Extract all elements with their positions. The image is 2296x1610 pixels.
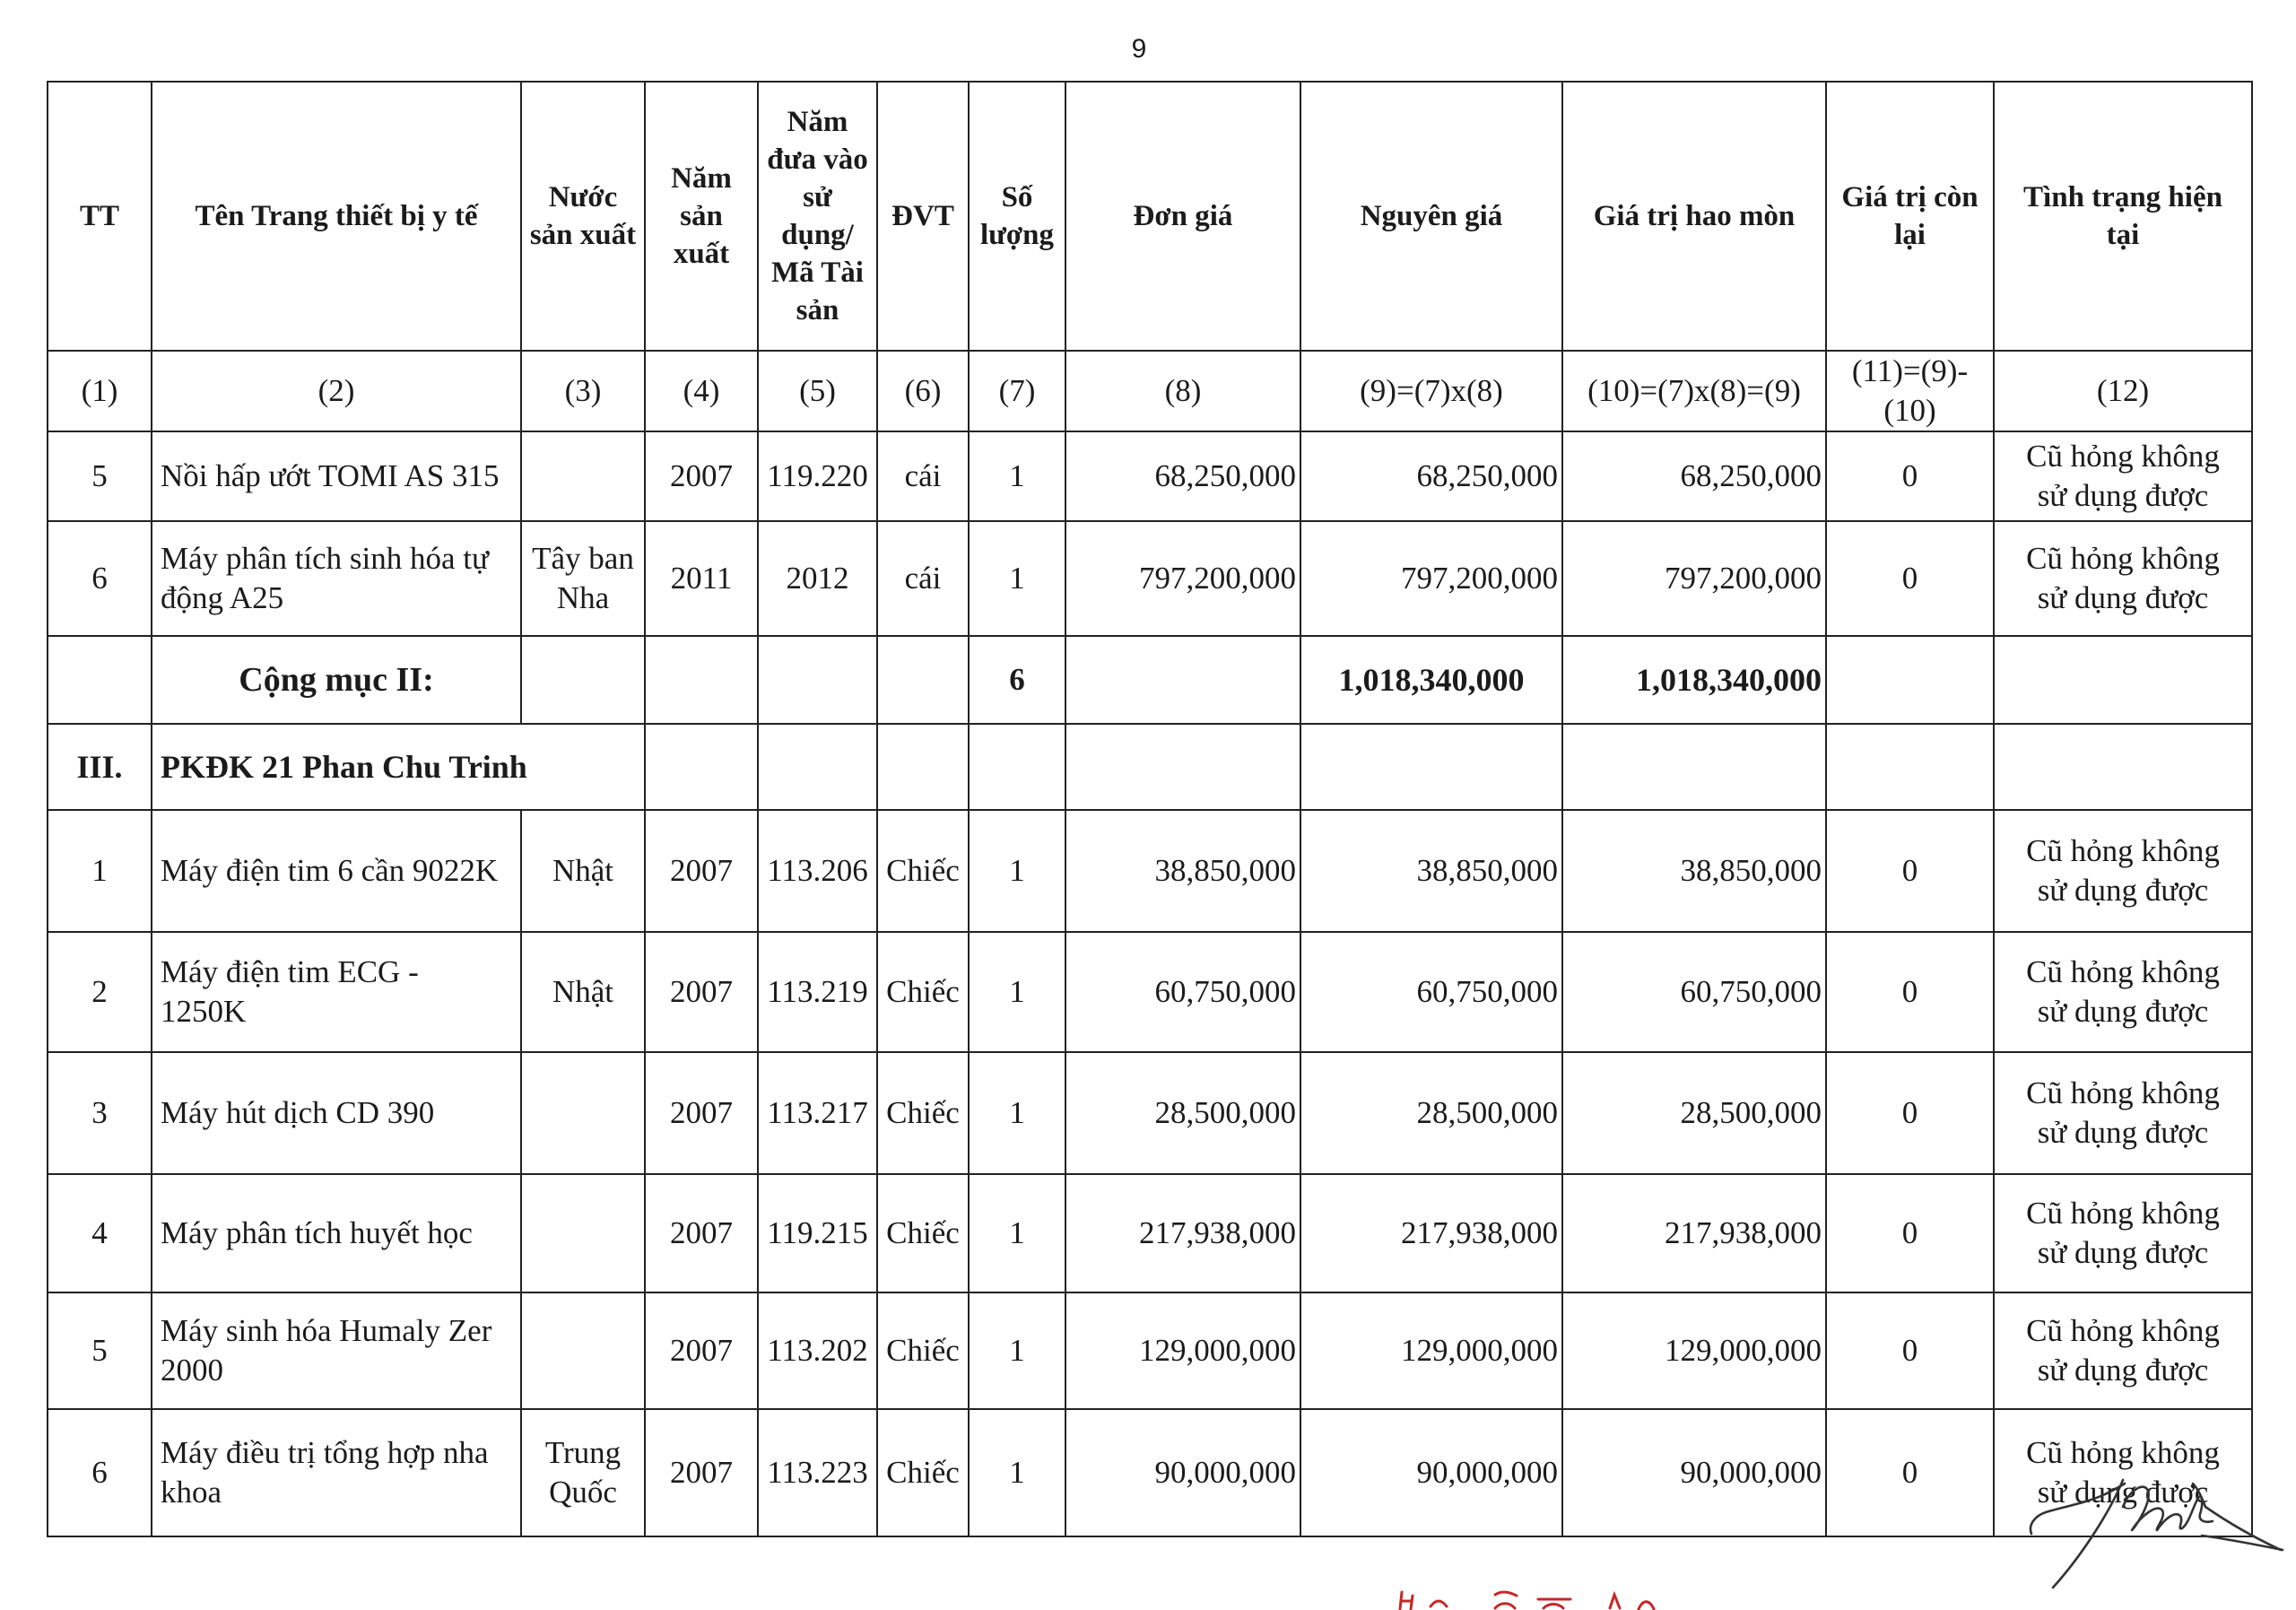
cell-unit-price: 28,500,000 <box>1065 1052 1300 1174</box>
header-year-used-asset-code: Năm đưa vào sử dụng/ Mã Tài sản <box>758 82 877 351</box>
cell-unit-price <box>1065 724 1300 810</box>
section-total-quantity: 6 <box>969 636 1065 724</box>
cell-tt: 4 <box>48 1174 152 1292</box>
cell-asset-code <box>758 724 877 810</box>
cell-year-made: 2007 <box>645 932 758 1052</box>
cell-year-made: 2007 <box>645 1174 758 1292</box>
cell-status: Cũ hỏng không sử dụng được <box>1994 1174 2252 1292</box>
section-title: PKĐK 21 Phan Chu Trinh <box>152 724 645 810</box>
cell-unit: Chiếc <box>877 1174 969 1292</box>
cell-asset-code: 113.223 <box>758 1409 877 1536</box>
table-row <box>48 1292 2252 1409</box>
table-row <box>48 932 2252 1052</box>
column-number: (10)=(7)x(8)=(9) <box>1562 351 1826 431</box>
cell-asset-code: 113.206 <box>758 810 877 932</box>
cell-equipment-name: Máy phân tích sinh hóa tự động A25 <box>152 521 521 636</box>
section-total-depreciation: 1,018,340,000 <box>1562 636 1826 724</box>
column-number: (3) <box>521 351 645 431</box>
cell-remaining-value: 0 <box>1826 1409 1994 1536</box>
cell-tt: 2 <box>48 932 152 1052</box>
cell-tt: 6 <box>48 1409 152 1536</box>
cell-quantity: 1 <box>969 431 1065 521</box>
cell-remaining-value: 0 <box>1826 1174 1994 1292</box>
cell-status <box>1994 636 2252 724</box>
equipment-inventory-table <box>47 81 2253 1537</box>
cell-unit-price: 68,250,000 <box>1065 431 1300 521</box>
header-unit-price: Đơn giá <box>1065 82 1300 351</box>
cell-unit: cái <box>877 521 969 636</box>
cell-unit-price: 129,000,000 <box>1065 1292 1300 1409</box>
cell-asset-code: 113.219 <box>758 932 877 1052</box>
header-quantity: Số lượng <box>969 82 1065 351</box>
column-number: (12) <box>1994 351 2252 431</box>
cell-status: Cũ hỏng không sử dụng được <box>1994 1409 2252 1536</box>
cell-quantity: 1 <box>969 1409 1065 1536</box>
cell-depreciation: 90,000,000 <box>1562 1409 1826 1536</box>
cell-asset-code: 119.215 <box>758 1174 877 1292</box>
cell-depreciation <box>1562 724 1826 810</box>
cell-asset-code <box>758 636 877 724</box>
cell-remaining-value: 0 <box>1826 810 1994 932</box>
column-number: (1) <box>48 351 152 431</box>
cell-unit: Chiếc <box>877 810 969 932</box>
column-number: (8) <box>1065 351 1300 431</box>
cell-remaining-value: 0 <box>1826 1292 1994 1409</box>
cell-quantity: 1 <box>969 810 1065 932</box>
section-total-original-value: 1,018,340,000 <box>1300 636 1562 724</box>
column-number: (11)=(9)-(10) <box>1826 351 1994 431</box>
cell-status <box>1994 724 2252 810</box>
column-number: (9)=(7)x(8) <box>1300 351 1562 431</box>
table-row <box>48 1409 2252 1536</box>
cell-status: Cũ hỏng không sử dụng được <box>1994 431 2252 521</box>
cell-asset-code: 2012 <box>758 521 877 636</box>
cell-asset-code: 119.220 <box>758 431 877 521</box>
cell-equipment-name: Máy sinh hóa Humaly Zer 2000 <box>152 1292 521 1409</box>
cell-asset-code: 113.202 <box>758 1292 877 1409</box>
cell-depreciation: 38,850,000 <box>1562 810 1826 932</box>
cell-remaining-value: 0 <box>1826 1052 1994 1174</box>
cell-depreciation: 60,750,000 <box>1562 932 1826 1052</box>
cell-remaining-value <box>1826 724 1994 810</box>
cell-equipment-name: Máy điện tim 6 cần 9022K <box>152 810 521 932</box>
cell-quantity: 1 <box>969 932 1065 1052</box>
cell-unit <box>877 724 969 810</box>
cell-quantity: 1 <box>969 521 1065 636</box>
cell-equipment-name: Máy điều trị tổng hợp nha khoa <box>152 1409 521 1536</box>
cell-original-value: 129,000,000 <box>1300 1292 1562 1409</box>
header-equipment-name: Tên Trang thiết bị y tế <box>152 82 521 351</box>
cell-original-value: 60,750,000 <box>1300 932 1562 1052</box>
cell-original-value: 217,938,000 <box>1300 1174 1562 1292</box>
header-country: Nước sản xuất <box>521 82 645 351</box>
cell-status: Cũ hỏng không sử dụng được <box>1994 1292 2252 1409</box>
header-row <box>48 82 2252 351</box>
cell-tt: 5 <box>48 431 152 521</box>
cell-country: Nhật <box>521 810 645 932</box>
cell-depreciation: 68,250,000 <box>1562 431 1826 521</box>
cell-unit: cái <box>877 431 969 521</box>
cell-equipment-name: Nồi hấp ướt TOMI AS 315 <box>152 431 521 521</box>
cell-status: Cũ hỏng không sử dụng được <box>1994 810 2252 932</box>
cell-depreciation: 797,200,000 <box>1562 521 1826 636</box>
cell-asset-code: 113.217 <box>758 1052 877 1174</box>
header-unit: ĐVT <box>877 82 969 351</box>
section-total-row <box>48 636 2252 724</box>
cell-tt: 6 <box>48 521 152 636</box>
column-number: (4) <box>645 351 758 431</box>
cell-unit: Chiếc <box>877 1052 969 1174</box>
cell-year-made <box>645 724 758 810</box>
header-remaining-value: Giá trị còn lại <box>1826 82 1994 351</box>
column-number-row <box>48 351 2252 431</box>
cell-equipment-name: Máy phân tích huyết học <box>152 1174 521 1292</box>
header-status: Tình trạng hiện tại <box>1994 82 2252 351</box>
cell-equipment-name: Máy hút dịch CD 390 <box>152 1052 521 1174</box>
table-row <box>48 1052 2252 1174</box>
column-number: (5) <box>758 351 877 431</box>
cell-country <box>521 1292 645 1409</box>
cell-country: Nhật <box>521 932 645 1052</box>
cell-remaining-value: 0 <box>1826 431 1994 521</box>
cell-original-value: 38,850,000 <box>1300 810 1562 932</box>
cell-unit: Chiếc <box>877 1292 969 1409</box>
cell-year-made: 2007 <box>645 431 758 521</box>
cell-remaining-value: 0 <box>1826 521 1994 636</box>
cell-unit-price: 797,200,000 <box>1065 521 1300 636</box>
red-ink-mark <box>1395 1588 1682 1610</box>
table-row <box>48 521 2252 636</box>
cell-unit <box>877 636 969 724</box>
cell-country <box>521 431 645 521</box>
cell-status: Cũ hỏng không sử dụng được <box>1994 932 2252 1052</box>
cell-country <box>521 1174 645 1292</box>
column-number: (7) <box>969 351 1065 431</box>
cell-unit-price <box>1065 636 1300 724</box>
cell-depreciation: 28,500,000 <box>1562 1052 1826 1174</box>
header-depreciation: Giá trị hao mòn <box>1562 82 1826 351</box>
cell-remaining-value <box>1826 636 1994 724</box>
cell-remaining-value: 0 <box>1826 932 1994 1052</box>
cell-year-made: 2007 <box>645 1292 758 1409</box>
cell-year-made: 2007 <box>645 810 758 932</box>
cell-original-value: 28,500,000 <box>1300 1052 1562 1174</box>
cell-tt: 3 <box>48 1052 152 1174</box>
cell-tt <box>48 636 152 724</box>
cell-unit: Chiếc <box>877 932 969 1052</box>
cell-country <box>521 1052 645 1174</box>
handwritten-signature <box>2022 1471 2287 1597</box>
cell-original-value: 68,250,000 <box>1300 431 1562 521</box>
table-row <box>48 810 2252 932</box>
cell-depreciation: 217,938,000 <box>1562 1174 1826 1292</box>
section-heading-row <box>48 724 2252 810</box>
cell-country <box>521 636 645 724</box>
cell-year-made <box>645 636 758 724</box>
cell-quantity: 1 <box>969 1174 1065 1292</box>
cell-original-value: 90,000,000 <box>1300 1409 1562 1536</box>
cell-unit-price: 60,750,000 <box>1065 932 1300 1052</box>
table-row <box>48 431 2252 521</box>
cell-country: Tây ban Nha <box>521 521 645 636</box>
cell-original-value: 797,200,000 <box>1300 521 1562 636</box>
cell-depreciation: 129,000,000 <box>1562 1292 1826 1409</box>
cell-unit-price: 90,000,000 <box>1065 1409 1300 1536</box>
cell-tt: 5 <box>48 1292 152 1409</box>
cell-unit-price: 38,850,000 <box>1065 810 1300 932</box>
cell-unit-price: 217,938,000 <box>1065 1174 1300 1292</box>
page-number: 9 <box>1131 34 1147 64</box>
cell-status: Cũ hỏng không sử dụng được <box>1994 1052 2252 1174</box>
section-total-label: Cộng mục II: <box>152 636 521 724</box>
cell-year-made: 2007 <box>645 1409 758 1536</box>
cell-country: Trung Quốc <box>521 1409 645 1536</box>
cell-quantity <box>969 724 1065 810</box>
cell-equipment-name: Máy điện tim ECG - 1250K <box>152 932 521 1052</box>
cell-status: Cũ hỏng không sử dụng được <box>1994 521 2252 636</box>
cell-quantity: 1 <box>969 1052 1065 1174</box>
header-original-value: Nguyên giá <box>1300 82 1562 351</box>
cell-unit: Chiếc <box>877 1409 969 1536</box>
cell-quantity: 1 <box>969 1292 1065 1409</box>
section-number: III. <box>48 724 152 810</box>
cell-year-made: 2007 <box>645 1052 758 1174</box>
table-row <box>48 1174 2252 1292</box>
cell-year-made: 2011 <box>645 521 758 636</box>
header-tt: TT <box>48 82 152 351</box>
cell-original-value <box>1300 724 1562 810</box>
column-number: (6) <box>877 351 969 431</box>
column-number: (2) <box>152 351 521 431</box>
header-year-made: Năm sản xuất <box>645 82 758 351</box>
cell-tt: 1 <box>48 810 152 932</box>
